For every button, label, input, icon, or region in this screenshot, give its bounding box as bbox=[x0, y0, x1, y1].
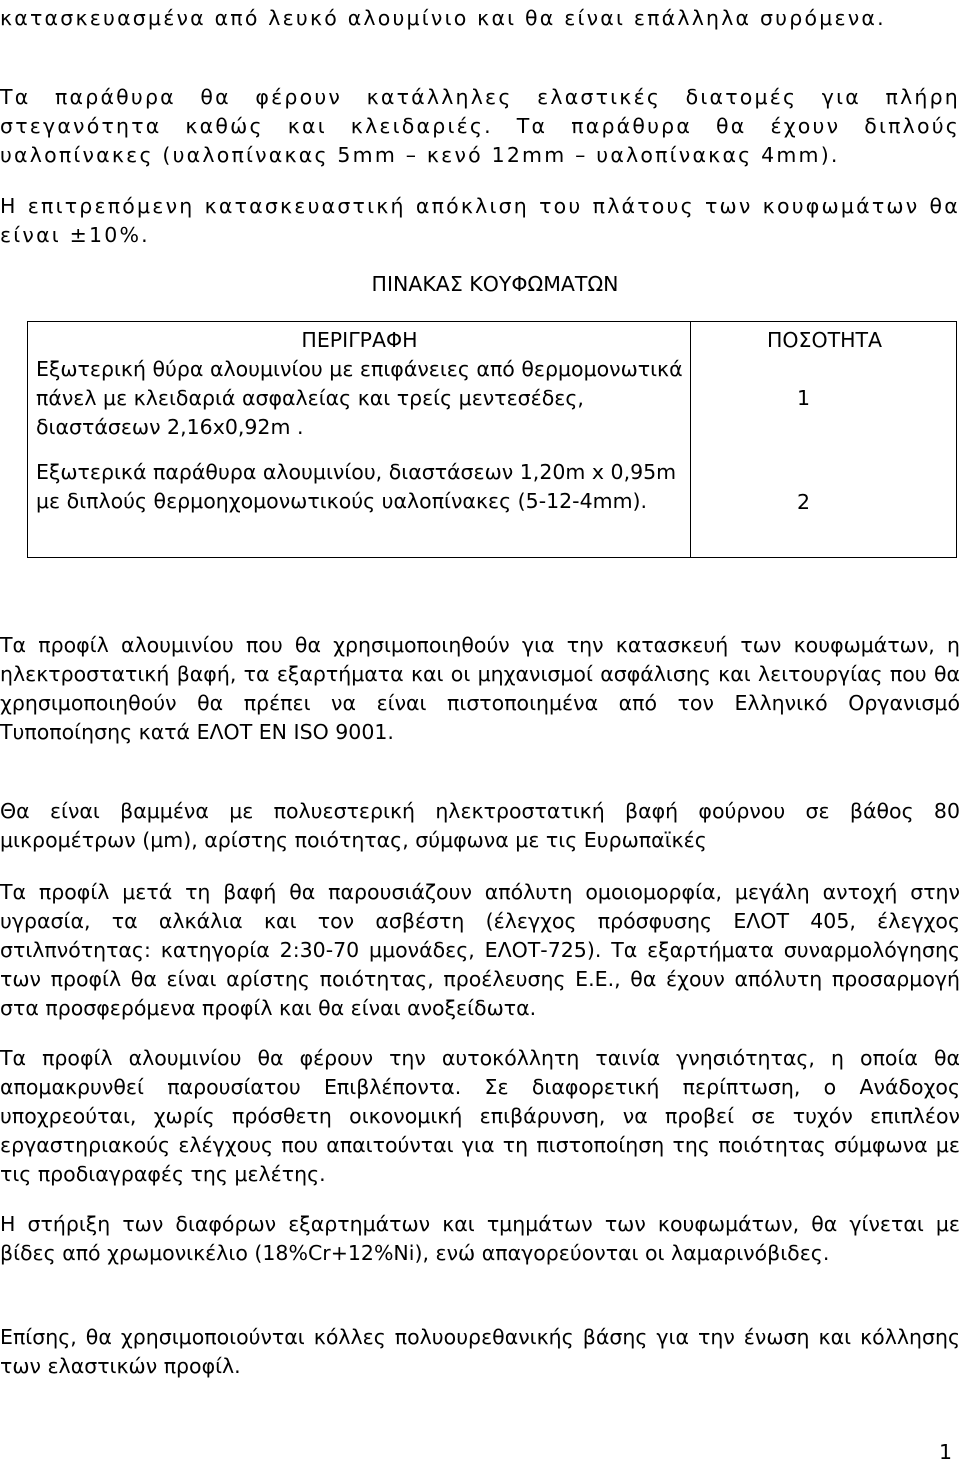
paragraph-adhesives: Επίσης, θα χρησιμοποιούνται κόλλες πολυουρεθανικής βάσης για την ένωση και κόλλησης των ελαστικών προφίλ. bbox=[0, 1325, 960, 1378]
paragraph-screws: Η στήριξη των διαφόρων εξαρτημάτων και τμημάτων των κουφωμάτων, θα γίνεται με βίδες από χρωμονικέλιο (18%Cr+12%Ni), ενώ απαγορεύονται οι λαμαρινόβιδες. bbox=[0, 1212, 960, 1265]
paragraph-authenticity-tape: Τα προφίλ αλουμινίου θα φέρουν την αυτοκόλλητη ταινία γνησιότητας, η οποία θα απομακρυνθεί παρουσίατου Επιβλέποντα. Σε διαφορετική περίπτωση, ο Ανάδοχος υποχρεούται, χωρίς πρόσθετη οικονομική επιβάρυνση, να προβεί σε τυχόν επιπλέον εργαστηριακούς ελέγχους που απαιτούνται για τη πιστοποίηση της ποιότητας σύμφωνα με τις προδιαγραφές της μελέτης. bbox=[0, 1046, 960, 1186]
row-2-description: Εξωτερικά παράθυρα αλουμινίου, διαστάσεων 1,20m x 0,95m με διπλούς θερμοηχομονωτικούς υαλοπίνακες (5-12-4mm). bbox=[36, 460, 677, 513]
frames-table bbox=[27, 321, 957, 558]
paragraph-windows-seals: Τα παράθυρα θα φέρουν κατάλληλες ελαστικές διατομές για πλήρη στεγανότητα καθώς και κλειδαριές. Τα παράθυρα θα έχουν διπλούς υαλοπίνακες (υαλοπίνακας 5mm – κενό 12mm – υαλοπίνακας 4mm). bbox=[0, 85, 960, 167]
row-1-quantity: 1 bbox=[796, 386, 811, 410]
row-2-quantity: 2 bbox=[796, 490, 811, 514]
row-1-description: Εξωτερική θύρα αλουμινίου με επιφάνειες από θερμομονωτικά πάνελ με κλειδαριά ασφαλείας και τρείς μεντεσέδες, διαστάσεων 2,16x0,92m . bbox=[36, 357, 683, 439]
paragraph-uniformity: Τα προφίλ μετά τη βαφή θα παρουσιάζουν απόλυτη ομοιομορφία, μεγάλη αντοχή στην υγρασία, τα αλκάλια και τον ασβέστη (έλεγχος πρόσφυσης ΕΛΟΤ 405, έλεγχος στιλπνότητας: κατηγορία 2:30-70 μμονάδες, ΕΛΟΤ-725). Τα εξαρτήματα συναρμολόγησης των προφίλ θα είναι αρίστης ποιότητας, προέλευσης Ε.Ε., θα έχουν απόλυτη προσαρμογή στα προσφερόμενα προφίλ και θα είναι ανοξείδωτα. bbox=[0, 880, 960, 1020]
table-title: ΠΙΝΑΚΑΣ ΚΟΥΦΩΜΑΤΩΝ bbox=[371, 272, 619, 296]
paragraph-paint: Θα είναι βαμμένα με πολυεστερική ηλεκτροστατική βαφή φούρνου σε βάθος 80 μικρομέτρων (μm), αρίστης ποιότητας, σύμφωνα με τις Ευρωπαϊκές bbox=[0, 799, 960, 852]
paragraph-certification: Τα προφίλ αλουμινίου που θα χρησιμοποιηθούν για την κατασκευή των κουφωμάτων, η ηλεκτροστατική βαφή, τα εξαρτήματα και οι μηχανισμοί ασφάλισης και λειτουργίας που θα χρησιμοποιηθούν θα πρέπει να είναι πιστοποιημένα από τον Ελληνικό Οργανισμό Τυποποίησης κατά ΕΛΟΤ ΕΝ ISO 9001. bbox=[0, 633, 960, 744]
paragraph-continuation: κατασκευασμένα από λευκό αλουμίνιο και θα είναι επάλληλα συρόμενα. bbox=[0, 6, 886, 30]
header-description: ΠΕΡΙΓΡΑΦΗ bbox=[301, 328, 418, 352]
header-quantity: ΠΟΣΟΤΗΤΑ bbox=[766, 328, 883, 352]
paragraph-tolerance: Η επιτρεπόμενη κατασκευαστική απόκλιση του πλάτους των κουφωμάτων θα είναι ±10%. bbox=[0, 194, 960, 247]
page-number: 1 bbox=[938, 1440, 952, 1464]
